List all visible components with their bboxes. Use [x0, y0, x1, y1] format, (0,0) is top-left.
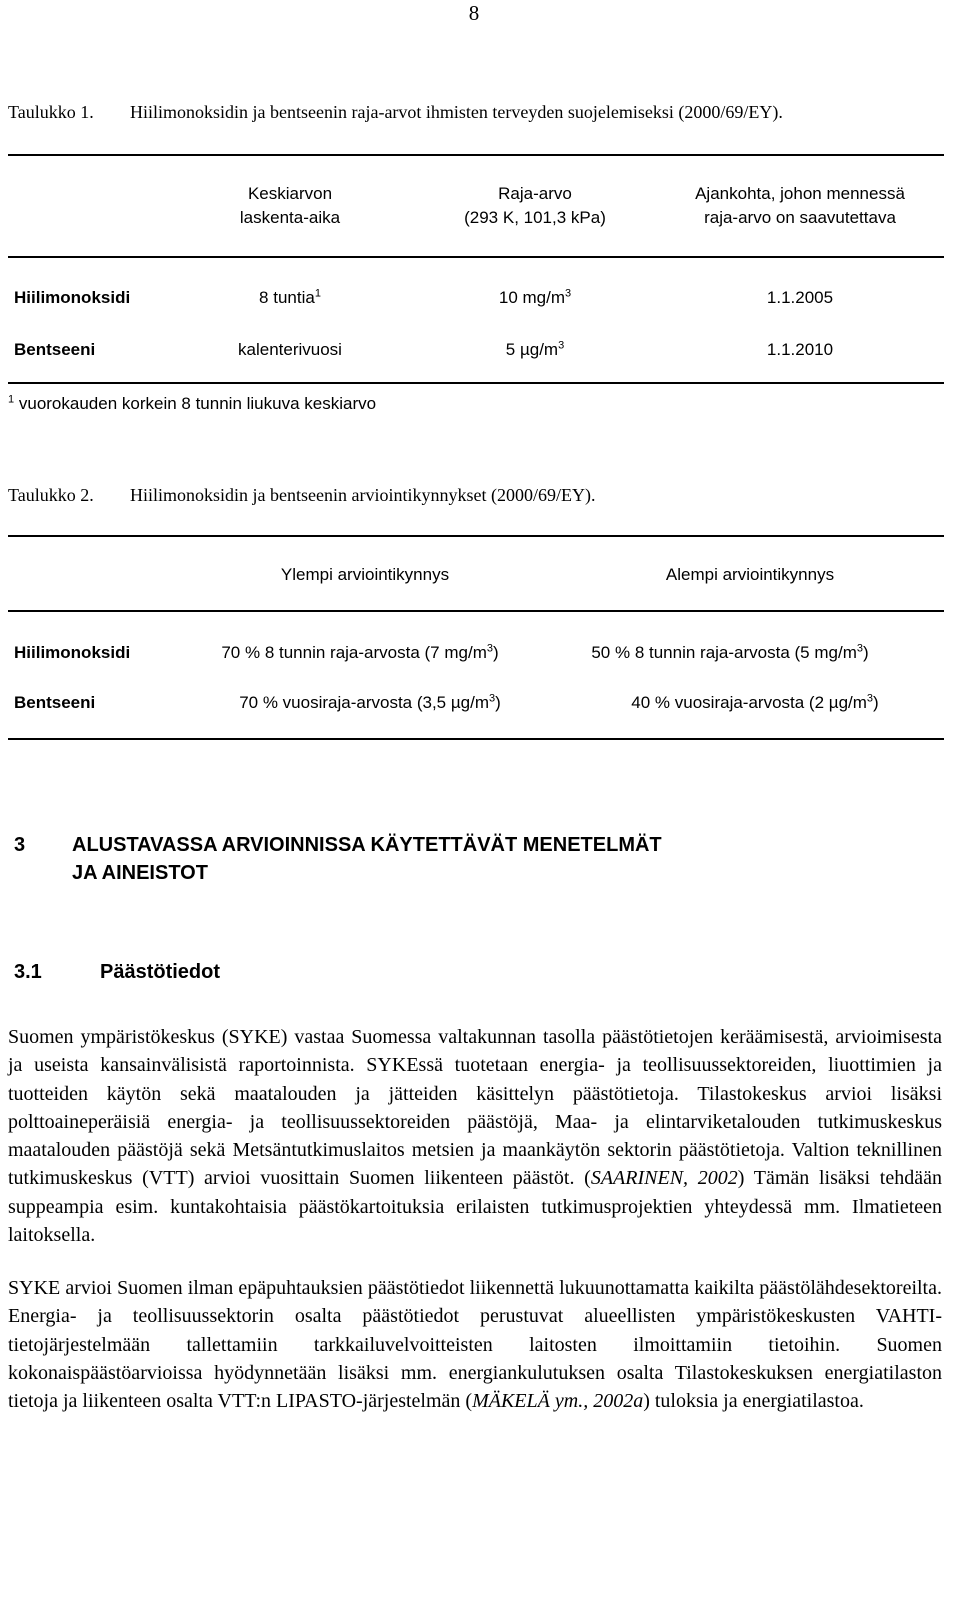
- table1-header-rule: [8, 256, 944, 258]
- table2-row2-name: Bentseeni: [14, 693, 96, 712]
- table1-title: Hiilimonoksidin ja bentseenin raja-arvot ihmisten terveyden suojelemiseksi (2000/69/EY).: [130, 102, 783, 122]
- section-number: 3: [14, 834, 26, 856]
- table2-title: Hiilimonoksidin ja bentseenin arviointikynnykset (2000/69/EY).: [130, 485, 596, 505]
- table1-row2-limit: 5 $\mu g/m^3$: [505, 339, 565, 359]
- citation-saarinen: SAARINEN, 2002: [590, 1167, 738, 1190]
- table1-row1-period: 8 tuntia$^1$: [259, 287, 321, 307]
- table1-bottom-rule: [8, 382, 944, 384]
- table2-header-lower: Alempi arviointikynnys: [665, 565, 835, 584]
- table1-top-rule: [8, 154, 944, 156]
- table2-row1-upper: 70 % 8 tunnin raja-arvosta (7 $mg/m^3$): [221, 642, 499, 662]
- table1-row1-date: 1.1.2005: [766, 288, 834, 307]
- table2-row2-upper: 70 % vuosiraja-arvosta (3,5 $\mu g/m^3$): [239, 692, 501, 712]
- table2-header-rule: [8, 610, 944, 612]
- table1-row1-limit: 10 $mg/m^3$: [498, 287, 572, 307]
- table1-header-period: Keskiarvon laskenta-aika: [239, 184, 341, 227]
- table1-row2-name: Bentseeni: [14, 340, 96, 359]
- table1-row2-period: kalenterivuosi: [238, 340, 342, 359]
- section-title-line2: JA AINEISTOT: [72, 862, 208, 884]
- paragraph-2: SYKE arvioi Suomen ilman epäpuhtauksien päästötiedot liikennettä lukuunottamatta kaikilta päästölähdesektoreilta. Energia- ja teollisuussektorin osalta päästötiedot perustuvat alueellisten ympäristökeskusten VAHTI-tietojärjestelmään tallettamiin tarkkailuvelvoitteisten laitosten ilmoittamiin tietoihin. Suomen kokonaispäästöarvioissa hyödynnetään lisäksi mm. energiankulutuksen osalta Tilastokeskuksen energiatilaston tietoja ja liikenteen osalta VTT:n LIPASTO-järjestelmän (MÄKELÄ ym., 2002a) tuloksia ja energiatilastoa.: [8, 1277, 942, 1413]
- table2-bottom-rule: [8, 738, 944, 740]
- table2-row1-lower: 50 % 8 tunnin raja-arvosta (5 $mg/m^3$): [591, 642, 869, 662]
- table1-footnote: $^1$ vuorokauden korkein 8 tunnin liukuva keskiarvo: [8, 393, 377, 413]
- table2-label: Taulukko 2.: [8, 485, 94, 505]
- table2-row1-name: Hiilimonoksidi: [14, 643, 131, 662]
- subsection-number: 3.1: [14, 961, 42, 983]
- subsection-title: Päästötiedot: [100, 961, 221, 983]
- section-title-line1: ALUSTAVASSA ARVIOINNISSA KÄYTETTÄVÄT MENETELMÄT: [72, 834, 662, 856]
- table1-row2-date: 1.1.2010: [766, 340, 834, 359]
- page-number: 8: [468, 1, 480, 25]
- subsection-heading: [14, 958, 220, 986]
- table1-row1-name: Hiilimonoksidi: [14, 288, 131, 307]
- table1-label: Taulukko 1.: [8, 102, 94, 122]
- table2-caption: [8, 483, 595, 507]
- table1-header-date: Ajankohta, johon mennessä raja-arvo on saavutettava: [695, 184, 905, 227]
- table1-caption: [8, 100, 783, 124]
- citation-makela: MÄKELÄ ym., 2002a: [472, 1390, 644, 1413]
- section-heading: [14, 831, 662, 887]
- table2-top-rule: [8, 535, 944, 537]
- table1-header-limit: Raja-arvo (293 K, 101,3 kPa): [464, 184, 606, 227]
- paragraph-1: Suomen ympäristökeskus (SYKE) vastaa Suomessa valtakunnan tasolla päästötietojen keräämisestä, arvioimisesta ja useista kansainvälisistä raportoinnista. SYKEssä tuotetaan energia- ja teollisuussektoreiden, liuottimien ja tuotteiden käytön sekä maatalouden ja jätteiden käsittelyn päästötietoja. Tilastokeskus arvioi lisäksi polttoaineperäisiä energia- ja teollisuussektoreiden päästöjä, Maa- ja elintarviketalouden tutkimuskeskus maatalouden päästöjä sekä Metsäntutkimuslaitos metsien ja maankäytön sektorin päästötietoja. Valtion teknillinen tutkimuskeskus (VTT) arvioi vuosittain Suomen liikenteen päästöt. (SAARINEN, 2002) Tämän lisäksi tehdään suppeampia esim. kuntakohtaisia päästökartoituksia erilaisten tutkimusprojektien yhteydessä mm. Ilmatieteen laitoksella.: [8, 1026, 942, 1247]
- table2-header-upper: Ylempi arviointikynnys: [280, 565, 450, 584]
- table2-row2-lower: 40 % vuosiraja-arvosta (2 $\mu g/m^3$): [631, 692, 879, 712]
